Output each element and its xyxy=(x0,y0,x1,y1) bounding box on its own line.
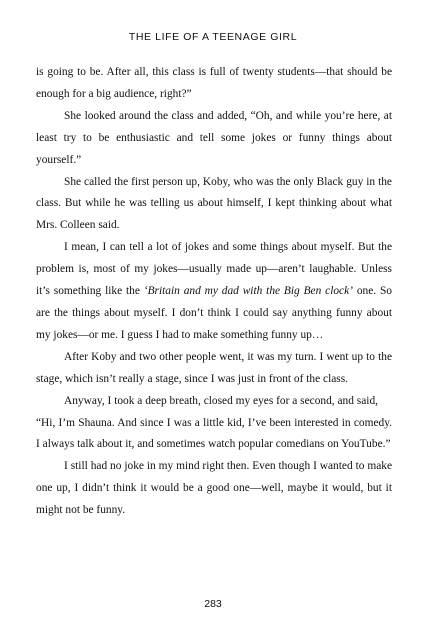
paragraph: “Hi, I’m Shauna. And since I was a little kid, I’ve been interested in comedy. I always talk about it, and sometimes watch popular comedians on YouTube.” xyxy=(36,416,392,451)
paragraph: After Koby and two other people went, it was my turn. I went up to the stage, which isn’t really a stage, since I was just in front of the class. xyxy=(36,350,392,385)
paragraph-text: one. So are the things about myself. I don’t think I could say anything funny about my jokes—or me. I guess I had to make something funny up… xyxy=(36,285,392,341)
paragraph: is going to be. After all, this class is full of twenty students—that should be enough for a big audience, right?” xyxy=(36,66,392,100)
paragraph: I still had no joke in my mind right then. Even though I wanted to make one up, I didn’t think it would be a good one—well, maybe it would, but it might not be funny. xyxy=(36,460,392,517)
paragraph: She called the first person up, Koby, who was the only Black guy in the class. But while he was telling us about himself, I kept thinking about what Mrs. Colleen said. xyxy=(36,175,392,232)
running-header: THE LIFE OF A TEENAGE GIRL xyxy=(128,31,298,43)
paragraph-text: I mean, I can tell a lot of jokes and some things about myself. But the problem is, most of my jokes—usually made up—aren’t laughable. Unless it’s something like the xyxy=(36,241,392,298)
italic-phrase: ‘Britain and my dad with the Big Ben clock’ xyxy=(143,285,353,298)
paragraph xyxy=(36,237,392,347)
page-number: 283 xyxy=(204,598,222,610)
paragraph: Anyway, I took a deep breath, closed my eyes for a second, and said, xyxy=(64,394,378,407)
paragraph: She looked around the class and added, “Oh, and while you’re here, at least try to be enthusiastic and tell some jokes or funny things about yourself.” xyxy=(36,109,392,166)
body-text xyxy=(36,62,392,522)
